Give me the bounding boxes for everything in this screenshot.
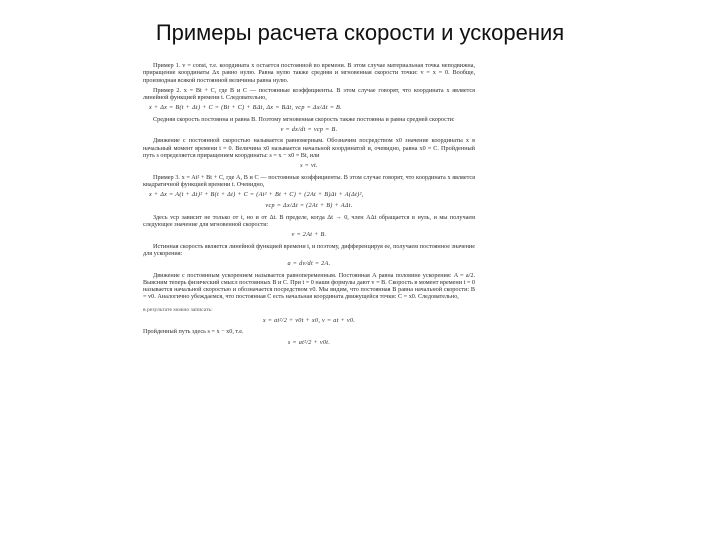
formula-increment-quadratic: x + Δx = A(t + Δt)² + B(t + Δt) + C = (At² + Bt + C) + (2At + B)Δt + A(Δt)², xyxy=(149,191,364,199)
paragraph-limit: Здесь vср зависит не только от t, но и от Δt. В пределе, когда Δt → 0, член AΔt обращается в нуль, и мы получаем следующее значение для мгновенной скорости: xyxy=(143,213,475,229)
formula-average-speed-quadratic: vср = Δx/Δt = (2At + B) + AΔt. xyxy=(265,202,353,210)
paragraph-example-3: Пример 3. x = At² + Bt + C, где A, B и C — постоянные коэффициенты. В этом случае говорят, что координата x является квадратичной функцией времени t. Очевидно, xyxy=(143,173,475,188)
formula-path-uniform: s = vt. xyxy=(300,162,318,170)
paragraph-example-1: Пример 1. v = const, т.е. координата x остается постоянной во времени. В этом случае материальная точка неподвижна, приращение координаты Δx равно нулю. Равна нулю также средняя и мгновенная скорости точки: v = x = 0. Вообще, производная всякой постоянной величины равна нулю. xyxy=(143,62,475,84)
handwritten-note: в результате можно записать: xyxy=(143,306,213,313)
formula-coordinate-and-speed: x = at²/2 + v0t + x0, v = at + v0. xyxy=(262,317,356,325)
paragraph-path: Пройденный путь здесь s = x − x0, т.е. xyxy=(143,328,244,336)
paragraph-uniform-acceleration: Движение с постоянным ускорением называется равнопеременным. Постоянная A равна половине ускорения: A = a/2. Выясним теперь физический смысл постоянных B и C. При t = 0 наши формулы дают v = B. Скорость в момент времени t = 0 называется начальной скоростью и обозначается посредством v0. Мы видим, что постоянная B равна начальной скорости: B = v0. Аналогично убеждаемся, что постоянная C есть начальная координата движущейся точки: C = x0. Следовательно, xyxy=(143,271,475,301)
paragraph-example-2: Пример 2. x = Bt + C, где B и C — постоянные коэффициенты. В этом случае говорят, что координата x является линейной функцией времени t. Следовательно, xyxy=(143,86,475,102)
formula-speed-linear: v = 2At + B. xyxy=(291,231,327,239)
scanned-textbook-page xyxy=(143,62,475,534)
paragraph-average-speed: Средняя скорость постоянна и равна B. Поэтому мгновенная скорость также постоянна и равна средней скорости: xyxy=(153,115,455,123)
slide-title: Примеры расчета скорости и ускорения xyxy=(155,20,565,45)
paragraph-true-speed: Истинная скорость является линейной функцией времени t, и поэтому, дифференцируя ее, получаем постоянное значение для ускорения: xyxy=(143,242,475,257)
formula-acceleration: a = dv/dt = 2A. xyxy=(287,260,331,268)
formula-increment-linear: x + Δx = B(t + Δt) + C = (Bt + C) + BΔt, Δx = BΔt, vср = Δx/Δt = B. xyxy=(149,104,342,112)
formula-path-accelerated: s = at²/2 + v0t. xyxy=(287,338,331,346)
paragraph-uniform-motion: Движение с постоянной скоростью называется равномерным. Обозначим посредством x0 значение координаты x в начальный момент времени t = 0. Величина x0 называется начальной координатой и, очевидно, равна x0 = C. Пройденный путь s определяется приращением координаты: s = x − x0 = Bt, или xyxy=(143,137,475,159)
formula-instant-speed: v = dx/dt = vср = B. xyxy=(280,126,338,134)
